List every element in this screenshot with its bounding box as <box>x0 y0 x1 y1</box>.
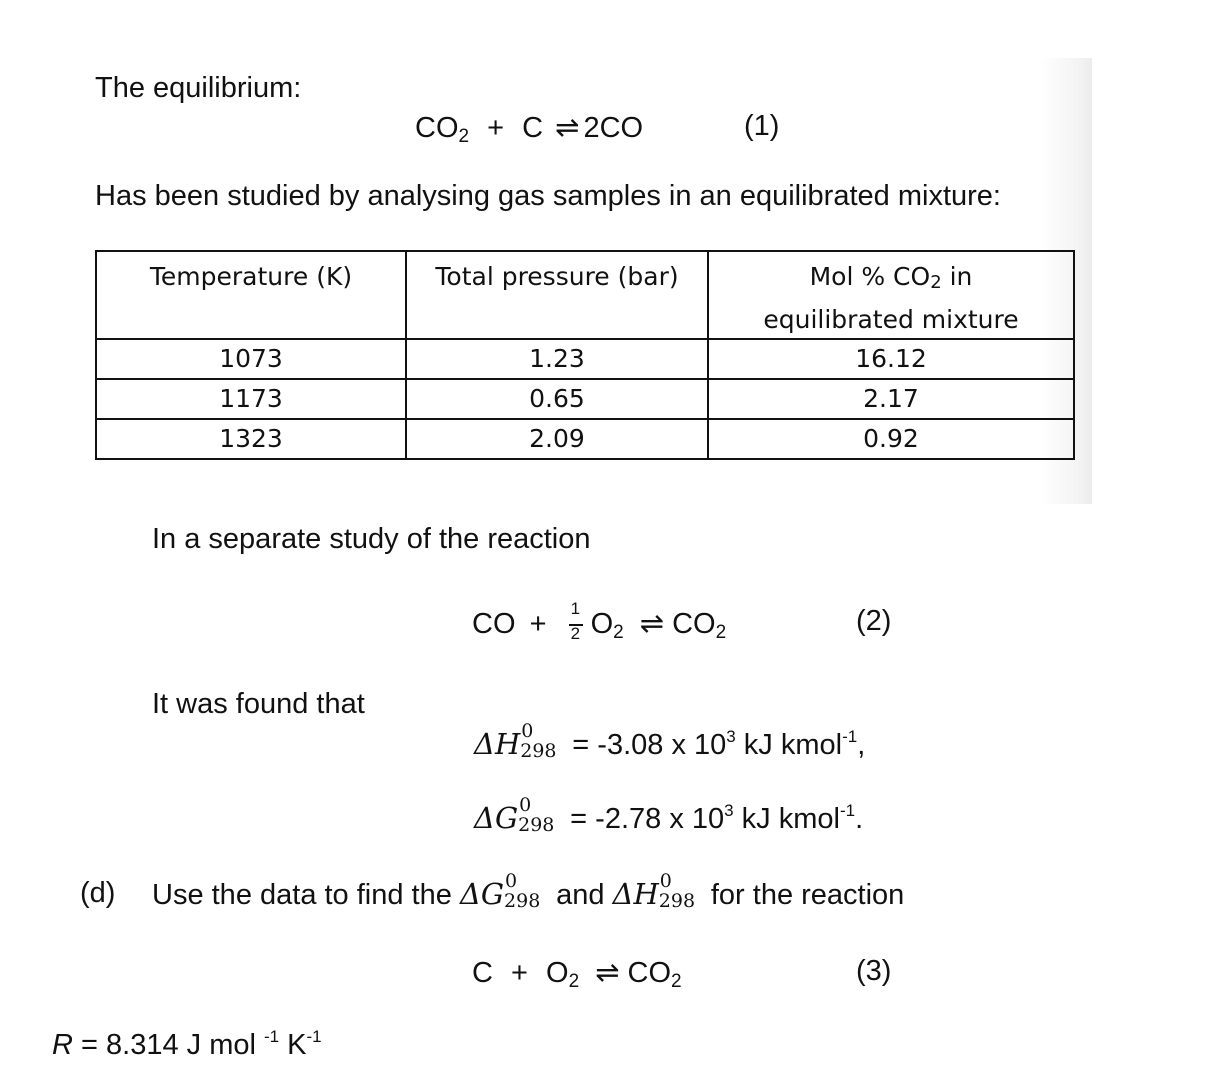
enthalpy-value: ΔH 0 298 = -3.08 x $10^3$ kJ kmol$^{-1}$, <box>474 720 866 762</box>
cell-mol-percent: 16.12 <box>708 339 1074 379</box>
separate-study-text: In a separate study of the reaction <box>152 523 591 555</box>
reaction-2-label: (2) <box>856 605 892 637</box>
question-label: (d) <box>80 877 116 909</box>
cell-mol-percent: 2.17 <box>708 379 1074 419</box>
header-temperature: Temperature (K) <box>96 251 406 339</box>
question-text: Use the data to find the ΔG 0 298 and ΔH 0 298 for the reaction <box>152 870 905 912</box>
header-pressure: Total pressure (bar) <box>406 251 708 339</box>
one-half-fraction: $\frac{1}{2}$ <box>567 605 585 645</box>
reaction-3: $C + O_2$ ⇌ $CO_2$ <box>472 957 682 992</box>
equilibrium-arrow: ⇌ <box>639 608 665 640</box>
reaction-2: CO + $\frac{1}{2}$ $O_2$ ⇌ $CO_2$ <box>472 599 727 643</box>
gibbs-value: ΔG 0 298 = -2.78 x $10^3$ kJ kmol$^{-1}$. <box>474 794 864 836</box>
cell-pressure: 2.09 <box>406 419 708 459</box>
table-row <box>96 379 1074 419</box>
table-row <box>96 339 1074 379</box>
reaction-3-label: (3) <box>856 955 892 987</box>
reaction-1-label: (1) <box>744 110 780 142</box>
cell-mol-percent: 0.92 <box>708 419 1074 459</box>
cell-pressure: 1.23 <box>406 339 708 379</box>
table-header-row <box>96 251 1074 339</box>
cell-temperature: 1323 <box>96 419 406 459</box>
cell-temperature: 1173 <box>96 379 406 419</box>
cell-pressure: 0.65 <box>406 379 708 419</box>
reaction-1-product: 2CO <box>583 112 644 144</box>
reaction-1-reactant-b: C <box>522 112 544 144</box>
reaction-1-reactant-a: CO <box>415 112 459 144</box>
table-row <box>96 419 1074 459</box>
cell-temperature: 1073 <box>96 339 406 379</box>
reaction-1: $CO_2 + C$ ⇌ 2CO <box>415 112 644 147</box>
header-mol-percent: Mol % CO2 in equilibrated mixture <box>708 251 1074 339</box>
equilibrium-data-table <box>95 250 1075 460</box>
intro-text: The equilibrium: <box>95 72 302 104</box>
equilibrium-arrow: ⇌ <box>595 957 620 989</box>
studied-text: Has been studied by analysing gas samples in an equilibrated mixture: <box>95 180 1001 212</box>
equilibrium-arrow: ⇌ <box>555 112 580 144</box>
found-text: It was found that <box>152 688 365 720</box>
gas-constant: R = 8.314 J mol $^{-1}$ $K^{-1}$ <box>52 1027 322 1061</box>
